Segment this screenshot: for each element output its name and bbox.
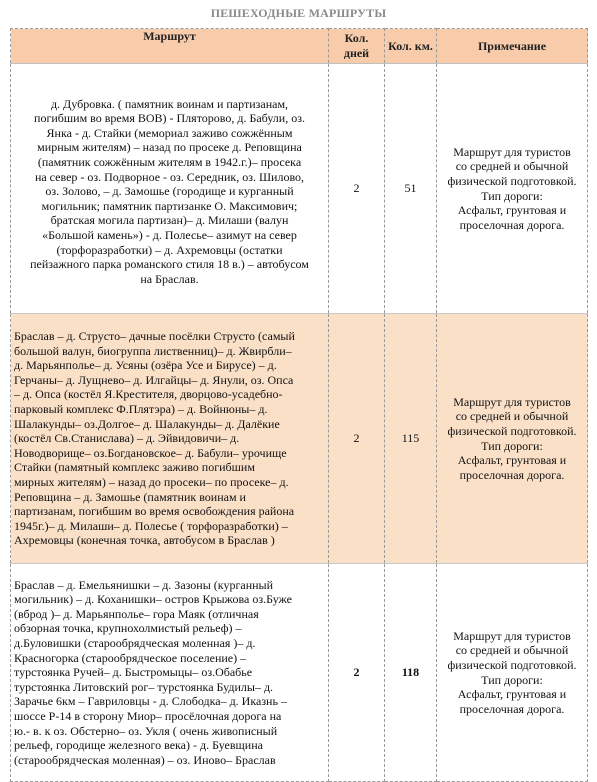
header-days: Кол. дней xyxy=(329,29,385,64)
route-cell xyxy=(11,314,329,564)
text-line: физической подготовкой. xyxy=(447,657,577,672)
table-row xyxy=(11,64,588,314)
text-line: «Большой камень») - д. Полесье– азимут на север xyxy=(42,227,297,242)
text-line: (костёл Св.Станислава) – д. Эйвидовичи– д. xyxy=(14,431,240,446)
text-line: Тип дороги: xyxy=(481,188,543,203)
text-line: турстоянка Литовский рог– турстоянка Будилы– д. xyxy=(14,679,274,694)
note-cell xyxy=(437,564,588,782)
text-line: Маршрут для туристов xyxy=(453,628,571,643)
route-text xyxy=(14,97,325,287)
text-line: со средней и обычной xyxy=(455,643,569,658)
note-text xyxy=(440,629,584,717)
text-line: д. Дубровка. ( памятник воинам и партизанам, xyxy=(50,96,289,111)
text-line: братская могила партизан)– д. Милаши (валун xyxy=(50,213,289,228)
text-line: (памятник сожжённым жителям в 1942.г.)– просека xyxy=(37,155,302,170)
text-line: физической подготовкой. xyxy=(447,423,577,438)
text-line: на север - оз. Подворное - оз. Середник, оз. Шилово, xyxy=(34,169,305,184)
text-line: проселочная дорога. xyxy=(459,467,565,482)
text-line: погибшим во время ВОВ) - Пляторово, д. Бабули, оз. xyxy=(34,111,305,126)
text-line: обзорная точка, крупнохолмистый рельеф) – xyxy=(14,621,242,636)
text-line: (старообрядческая моленная) – оз. Иново– Браслав xyxy=(14,752,276,767)
text-line: могильник; памятник партизанке О. Максимович; xyxy=(41,198,298,213)
text-line: рельеф, городище железного века) - д. Буевщина xyxy=(14,738,263,753)
text-line: оз. Золово, – д. Замошье (городище и курганный xyxy=(45,184,294,199)
text-line: могильник) – д. Коханишки– остров Крыжова оз.Буже xyxy=(14,592,292,607)
text-line: на Браслав. xyxy=(140,271,199,286)
header-note: Примечание xyxy=(437,29,588,64)
text-line: Янка - д. Стайки (мемориал заживо сожжённым xyxy=(46,125,293,140)
text-line: парковый комплекс Ф.Плятэра) – д. Войнюны– д. xyxy=(14,402,268,417)
km-cell: 115 xyxy=(385,314,437,564)
days-cell: 2 xyxy=(329,64,385,314)
text-line: д. Марьянполье– д. Усяны (озёра Усе и Бирусе) – д. xyxy=(14,358,277,373)
text-line: мирных жителям) – назад до просеки– по просеке– д. xyxy=(14,474,289,489)
text-line: Зарачье 6км – Гавриловцы - д. Слободка– д. Иказнь – xyxy=(14,694,287,709)
note-text xyxy=(440,145,584,233)
table-row xyxy=(11,564,588,782)
text-line: проселочная дорога. xyxy=(459,701,565,716)
text-line: партизанам, погибшим во время освобождения района xyxy=(14,504,295,519)
note-text xyxy=(440,395,584,483)
text-line: Красногорка (старообрядческое поселение) – xyxy=(14,650,247,665)
note-cell xyxy=(437,64,588,314)
text-line: со средней и обычной xyxy=(455,409,569,424)
page-title: ПЕШЕХОДНЫЕ МАРШРУТЫ xyxy=(210,6,387,20)
text-line: Тип дороги: xyxy=(481,438,543,453)
text-line: Тип дороги: xyxy=(481,672,543,687)
km-cell: 51 xyxy=(385,64,437,314)
km-cell: 118 xyxy=(385,564,437,782)
text-line: Стайки (памятный комплекс заживо погибшим xyxy=(14,460,255,475)
days-cell: 2 xyxy=(329,314,385,564)
text-line: Новодворище– оз.Богдановское– д. Бабули– урочище xyxy=(14,445,287,460)
text-line: ю.- в. к оз. Обстерно– оз. Укля ( очень живописный xyxy=(14,723,278,738)
route-text xyxy=(14,329,325,548)
text-line: Асфальт, грунтовая и xyxy=(457,687,567,702)
text-line: (вброд )– д. Марьянполье– гора Маяк (отличная xyxy=(14,606,259,621)
text-line: Герчаны– д. Лущнево– д. Илгайцы– д. Янули, оз. Опса xyxy=(14,372,294,387)
text-line: шоссе Р-14 в сторону Миор– просёлочная дорога на xyxy=(14,708,282,723)
note-cell xyxy=(437,314,588,564)
route-text xyxy=(14,578,325,768)
text-line: Асфальт, грунтовая и xyxy=(457,453,567,468)
header-route: Маршрут xyxy=(11,29,329,64)
text-line: – д. Опса (костёл Я.Крестителя, дворцово-усадебно- xyxy=(14,387,283,402)
routes-table xyxy=(10,28,588,782)
text-line: Маршрут для туристов xyxy=(453,394,571,409)
text-line: Браслав – д. Струсто– дачные посёлки Струсто (самый xyxy=(14,329,295,344)
text-line: д.Буловишки (старообрядческая моленная )– д. xyxy=(14,636,256,651)
route-cell xyxy=(11,64,329,314)
text-line: Шалакунды– оз.Долгое– д. Шалакунды– д. Далёкие xyxy=(14,416,280,431)
text-line: проселочная дорога. xyxy=(459,217,565,232)
text-line: со средней и обычной xyxy=(455,159,569,174)
table-header-row xyxy=(11,29,588,64)
text-line: Ахремовцы (конечная точка, автобусом в Браслав ) xyxy=(14,533,275,548)
days-cell: 2 xyxy=(329,564,385,782)
text-line: Маршрут для туристов xyxy=(453,144,571,159)
route-cell xyxy=(11,564,329,782)
text-line: физической подготовкой. xyxy=(447,173,577,188)
text-line: турстоянка Ручей– д. Быстромыцы– оз.Обабье xyxy=(14,665,253,680)
table-row xyxy=(11,314,588,564)
header-km: Кол. км. xyxy=(385,29,437,64)
text-line: пейзажного парка романского стиля 18 в.) – автобусом xyxy=(30,257,309,272)
text-line: большой валун, биогруппа лиственниц)– д. Жвирбли– xyxy=(14,343,292,358)
text-line: 1945г.)– д. Милаши– д. Полесье ( торфоразработки) – xyxy=(14,518,288,533)
text-line: Реповщина – д. Замошье (памятник воинам и xyxy=(14,489,246,504)
text-line: (торфоразработки) – д. Ахремовцы (остатки xyxy=(56,242,283,257)
text-line: Асфальт, грунтовая и xyxy=(457,203,567,218)
text-line: мирным жителям) – назад по просеке д. Реповщина xyxy=(37,140,302,155)
text-line: Браслав – д. Емельянишки – д. Зазоны (курганный xyxy=(14,577,274,592)
